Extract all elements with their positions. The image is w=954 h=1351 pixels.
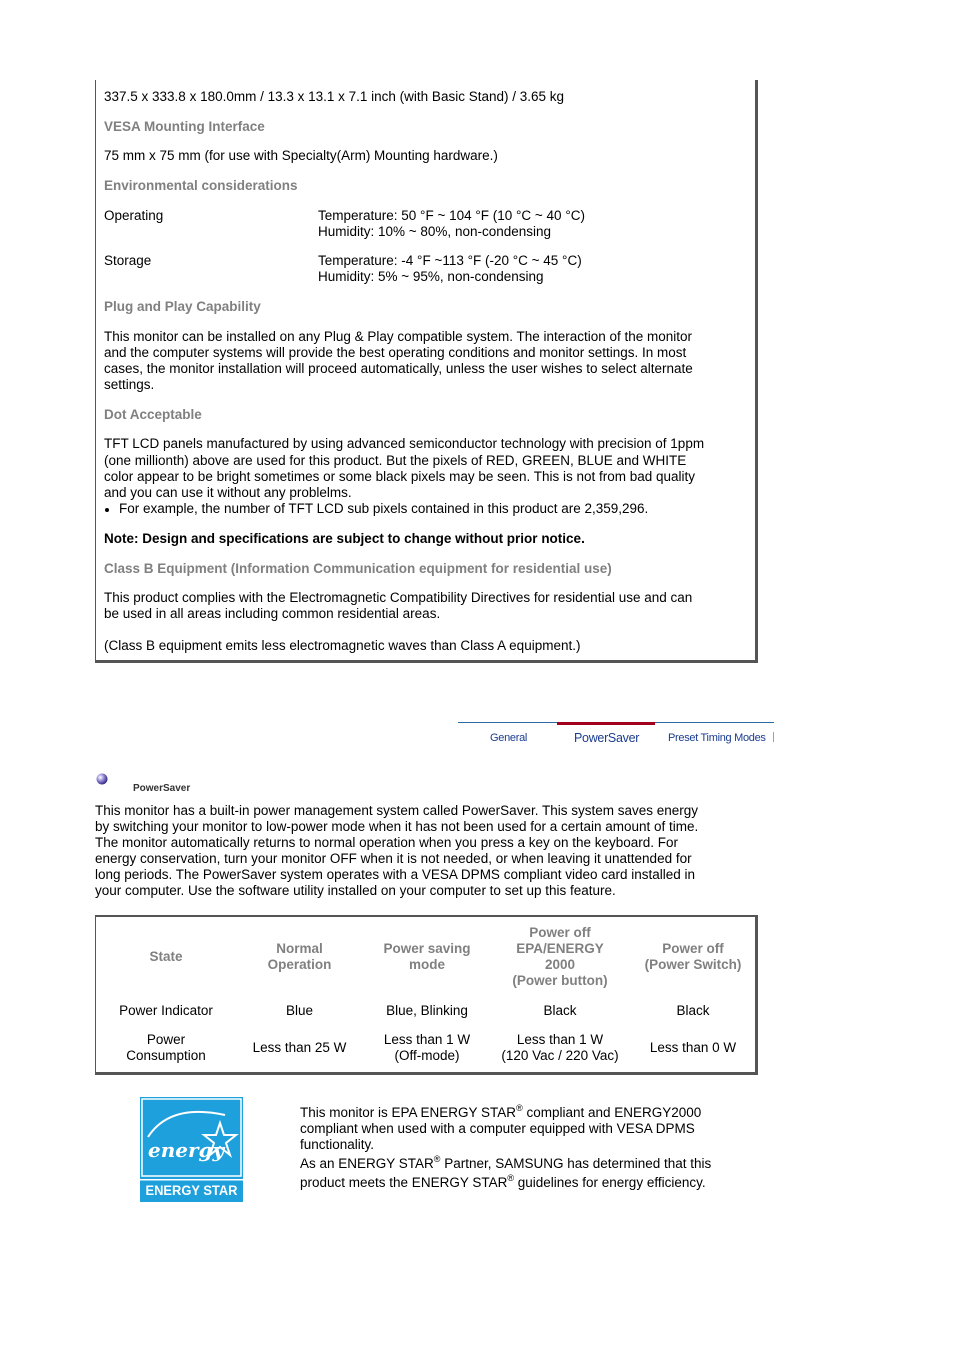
header-power-saving: Power saving mode	[383, 941, 471, 972]
energy-line: This monitor is EPA ENERGY STAR® compliant and ENERGY2000	[300, 1103, 702, 1120]
header-state: State	[149, 949, 183, 964]
plug-and-play-line: settings.	[104, 377, 155, 392]
powersaver-title: PowerSaver	[133, 783, 191, 794]
powersaver-line: This monitor has a built-in power management system called PowerSaver. This system saves energy	[95, 803, 699, 818]
cell-consumption-normal: Less than 25 W	[252, 1040, 347, 1055]
cell-consumption-saving: Less than 1 W (Off-mode)	[383, 1032, 471, 1063]
class-b-line: This product complies with the Electromagnetic Compatibility Directives for residential use and can	[104, 590, 693, 605]
operating-label: Operating	[104, 208, 164, 223]
cell-indicator-saving: Blue, Blinking	[386, 1003, 468, 1018]
cell-consumption-off-switch: Less than 0 W	[649, 1040, 737, 1055]
energy-line: As an ENERGY STAR® Partner, SAMSUNG has determined that this	[300, 1154, 712, 1171]
operating-temperature: Temperature: 50 °F ~ 104 °F (10 °C ~ 40 °C)	[318, 208, 585, 223]
cell-indicator-off-button: Black	[543, 1003, 577, 1018]
sphere-bullet-icon	[96, 773, 108, 785]
cell-consumption-off-button: Less than 1 W (120 Vac / 220 Vac)	[501, 1032, 619, 1063]
dot-acceptable-line: and you can use it without any problelms.	[104, 485, 352, 500]
bullet-point-icon	[105, 508, 109, 512]
energy-star-logo	[140, 1097, 243, 1202]
plug-and-play-line: This monitor can be installed on any Plug & Play compatible system. The interaction of the monitor	[104, 329, 693, 344]
dot-acceptable-line: TFT LCD panels manufactured by using advanced semiconductor technology with precision of 1ppm	[104, 436, 705, 451]
energy-line: functionality.	[300, 1137, 375, 1152]
active-tab-indicator	[557, 722, 655, 725]
header-power-off-switch: Power off (Power Switch)	[644, 941, 742, 972]
powersaver-line: your computer. Use the software utility installed on your computer to set up this feature.	[95, 883, 616, 898]
tab-preset-timing-modes[interactable]: Preset Timing Modes	[668, 732, 766, 744]
class-b-line: be used in all areas including common residential areas.	[104, 606, 441, 621]
environment-heading: Environmental considerations	[104, 178, 298, 193]
section-tab-bar	[458, 722, 774, 746]
class-b-line: (Class B equipment emits less electromagnetic waves than Class A equipment.)	[104, 638, 581, 653]
powersaver-line: The monitor automatically returns to normal operation when you press a key on the keyboard. For	[95, 835, 679, 850]
energy-line: product meets the ENERGY STAR® guidelines for energy efficiency.	[300, 1173, 706, 1190]
dimensions-text: 337.5 x 333.8 x 180.0mm / 13.3 x 13.1 x 7.1 inch (with Basic Stand) / 3.65 kg	[104, 89, 565, 104]
plug-and-play-heading: Plug and Play Capability	[104, 299, 261, 314]
dot-acceptable-line: color appear to be bright sometimes or some black pixels may be seen. This is not from bad quality	[104, 469, 696, 484]
tab-powersaver[interactable]: PowerSaver	[574, 731, 640, 745]
plug-and-play-line: cases, the monitor installation will proceed automatically, unless the user wishes to select alternate	[104, 361, 693, 376]
dot-acceptable-bullet: For example, the number of TFT LCD sub pixels contained in this product are 2,359,296.	[119, 501, 649, 516]
header-power-off-button: Power off EPA/ENERGY 2000 (Power button)	[512, 925, 608, 988]
storage-label: Storage	[104, 253, 152, 268]
vesa-heading: VESA Mounting Interface	[104, 119, 265, 134]
row-power-indicator-label: Power Indicator	[119, 1003, 213, 1018]
svg-text:energy: energy	[148, 1138, 225, 1162]
cell-indicator-normal: Blue	[285, 1003, 314, 1018]
dot-acceptable-heading: Dot Acceptable	[104, 407, 202, 422]
header-normal: Normal Operation	[267, 941, 332, 972]
tab-separator	[773, 732, 774, 742]
powersaver-line: long periods. The PowerSaver system operates with a VESA DPMS compliant video card installed in	[95, 867, 696, 882]
powersaver-line: by switching your monitor to low-power mode when it has not been used for a certain amount of time.	[95, 819, 699, 834]
powersaver-line: energy conservation, turn your monitor OFF when it is not needed, or when leaving it unattended for	[95, 851, 692, 866]
vesa-text: 75 mm x 75 mm (for use with Specialty(Arm) Mounting hardware.)	[104, 148, 498, 163]
class-b-heading: Class B Equipment (Information Communication equipment for residential use)	[104, 561, 612, 576]
svg-text:ENERGY STAR: ENERGY STAR	[145, 1183, 238, 1198]
dot-acceptable-line: (one millionth) above are used for this product. But the pixels of RED, GREEN, BLUE and WHITE	[104, 453, 687, 468]
operating-humidity: Humidity: 10% ~ 80%, non-condensing	[318, 224, 552, 239]
storage-temperature: Temperature: -4 °F ~113 °F (-20 °C ~ 45 °C)	[318, 253, 582, 268]
storage-humidity: Humidity: 5% ~ 95%, non-condensing	[318, 269, 544, 284]
energy-line: compliant when used with a computer equipped with VESA DPMS	[300, 1121, 695, 1136]
row-power-consumption-label: Power Consumption	[126, 1032, 206, 1063]
plug-and-play-line: and the computer systems will provide the best operating conditions and monitor settings. In most	[104, 345, 687, 360]
energy-star-statement	[300, 1105, 750, 1191]
cell-indicator-off-switch: Black	[676, 1003, 710, 1018]
specifications-note: Note: Design and specifications are subject to change without prior notice.	[104, 531, 585, 546]
tab-general[interactable]: General	[490, 732, 528, 744]
